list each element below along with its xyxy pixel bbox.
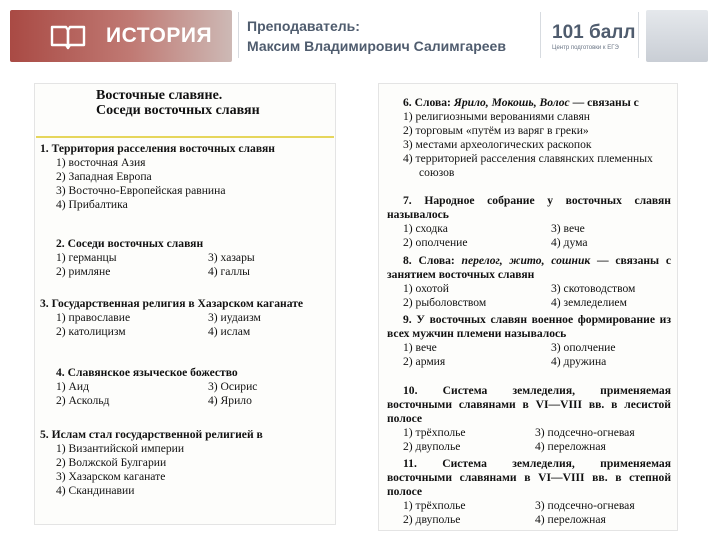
subject-logo	[10, 10, 232, 62]
answer-option: 2) ополчение	[403, 236, 468, 249]
question-text: 2. Соседи восточных славян	[56, 237, 204, 250]
answer-option: 4) дружина	[551, 355, 607, 368]
answer-option: 2) двуполье	[403, 513, 461, 526]
answer-option: 1) восточная Азия	[56, 156, 146, 169]
question-10	[387, 384, 671, 454]
answer-options	[40, 156, 330, 212]
answer-option: 3) хазары	[208, 251, 255, 264]
question-text: 8. Слова: перелог, жито, сошник — связаны с занятием восточных славян	[387, 254, 671, 281]
brand-name: 101 балл	[552, 22, 636, 43]
question-4	[40, 366, 330, 408]
answer-option: 3) ополчение	[551, 341, 616, 354]
answer-option: 1) вече	[403, 341, 437, 354]
answer-option: 4) галлы	[208, 265, 250, 278]
subject-title: ИСТОРИЯ	[106, 24, 213, 47]
answer-options	[387, 499, 671, 527]
answer-option: 1) сходка	[403, 222, 448, 235]
answer-option: 3) подсечно-огневая	[535, 426, 635, 439]
answer-option: 2) римляне	[56, 265, 111, 278]
question-8	[387, 254, 671, 310]
answer-option: 4) Скандинавии	[56, 484, 135, 497]
question-text: 1. Территория расселения восточных славян	[40, 142, 275, 155]
answer-option: 1) трёхполье	[403, 426, 466, 439]
section-title-line2: Соседи восточных славян	[96, 103, 260, 118]
answer-option: 2) Западная Европа	[56, 170, 152, 183]
answer-option: 4) переложная	[535, 513, 606, 526]
answer-option: 4) дума	[551, 236, 588, 249]
answer-options	[387, 341, 671, 369]
question-5	[40, 428, 330, 498]
answer-option: 2) Аскольд	[56, 394, 110, 407]
question-3	[40, 297, 330, 339]
divider	[238, 12, 239, 58]
teacher-info	[247, 16, 506, 56]
answer-option: 3) Хазарском каганате	[56, 470, 166, 483]
answer-option: 3) подсечно-огневая	[535, 499, 635, 512]
question-text: 5. Ислам стал государственной религией в	[40, 428, 263, 441]
answer-option: 3) Восточно-Европейская равнина	[56, 184, 226, 197]
answer-option: 1) православие	[56, 311, 131, 324]
answer-options	[40, 311, 330, 339]
brand-logo	[552, 24, 635, 52]
answer-option: 4) земледелием	[551, 296, 627, 309]
question-text: 4. Славянское языческое божество	[56, 366, 238, 379]
answer-options	[40, 380, 330, 408]
question-2	[40, 237, 330, 279]
answer-option: 1) охотой	[403, 282, 449, 295]
divider	[638, 12, 639, 58]
answer-option: 1) трёхполье	[403, 499, 466, 512]
answer-option: 2) Волжской Булгарии	[56, 456, 167, 469]
answer-option: 3) вече	[551, 222, 585, 235]
answer-options	[40, 251, 330, 279]
answer-option: 2) двуполье	[403, 440, 461, 453]
answer-option: 1) германцы	[56, 251, 117, 264]
section-title-line1: Восточные славяне.	[96, 88, 223, 103]
teacher-name: Максим Владимирович Салимгареев	[247, 38, 506, 54]
answer-options	[387, 110, 671, 180]
header	[0, 0, 720, 70]
answer-option: 1) религиозными верованиями славян	[403, 110, 590, 123]
question-9	[387, 313, 671, 369]
section-title	[96, 88, 260, 118]
corner-decoration	[646, 10, 708, 62]
question-text: 9. У восточных славян военное формирование из всех мужчин племени называлось	[387, 313, 671, 340]
answer-option: 3) скотоводством	[551, 282, 636, 295]
question-text: 3. Государственная религия в Хазарском каганате	[40, 297, 304, 310]
divider	[540, 12, 541, 58]
book-icon	[50, 24, 86, 50]
answer-option: 1) Аид	[56, 380, 90, 393]
question-11	[387, 457, 671, 527]
answer-option: 4) ислам	[208, 325, 251, 338]
answer-options	[387, 222, 671, 250]
question-text: 11. Система земледелия, применяемая восточными славянами в VI—VIII вв. в степной полосе	[387, 457, 671, 498]
answer-option: 2) католицизм	[56, 325, 126, 338]
answer-options	[387, 426, 671, 454]
question-7	[387, 194, 671, 250]
answer-options	[40, 442, 330, 498]
answer-option: 4) переложная	[535, 440, 606, 453]
answer-option: 1) Византийской империи	[56, 442, 185, 455]
answer-options	[387, 282, 671, 310]
answer-option: 4) территорией расселения славянских племенных союзов	[403, 152, 653, 179]
answer-option: 3) Осирис	[208, 380, 258, 393]
answer-option: 4) Ярило	[208, 394, 252, 407]
answer-option: 2) торговым «путём из варяг в греки»	[403, 124, 589, 137]
divider-line	[36, 136, 334, 138]
question-text: 10. Система земледелия, применяемая восточными славянами в VI—VIII вв. в лесистой полосе	[387, 384, 671, 425]
teacher-label: Преподаватель:	[247, 18, 360, 34]
answer-option: 4) Прибалтика	[56, 198, 128, 211]
answer-option: 2) рыболовством	[403, 296, 487, 309]
question-text: 7. Народное собрание у восточных славян называлось	[387, 194, 671, 221]
brand-subtitle: Центр подготовки к ЕГЭ	[552, 45, 619, 51]
question-text: 6. Слова: Ярило, Мокошь, Волос — связаны с	[403, 96, 639, 109]
question-1	[40, 142, 330, 212]
answer-option: 3) местами археологических раскопок	[403, 138, 592, 151]
question-6	[387, 96, 671, 180]
answer-option: 3) иудаизм	[208, 311, 261, 324]
answer-option: 2) армия	[403, 355, 446, 368]
